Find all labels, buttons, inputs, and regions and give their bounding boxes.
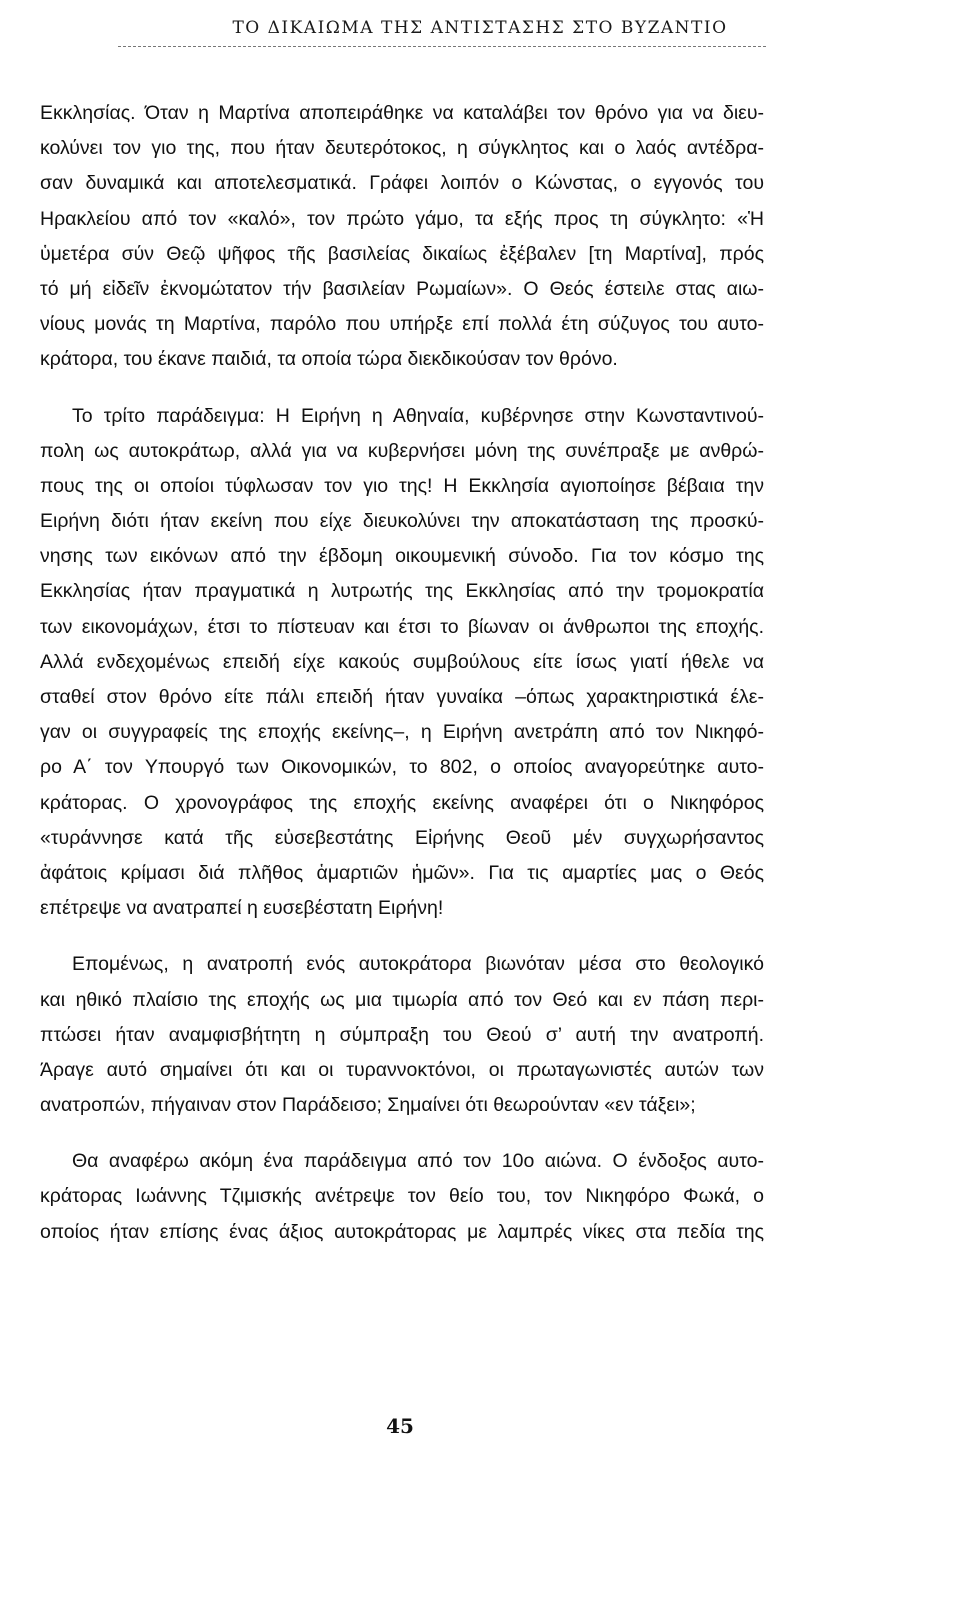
header-divider	[118, 46, 766, 47]
text-line: Εκκλησίας ήταν πραγματικά η λυτρωτής της Εκκλησίας από την τρομοκρατία	[40, 580, 764, 603]
text-line: ἀφάτοις κρίμασι διά πλῆθος ἁμαρτιῶν ἡμῶν». Για τις αμαρτίες μας ο Θεός	[40, 861, 764, 884]
text-line: κράτορας Ιωάννης Τζιμισκής ανέτρεψε τον θείο του, τον Νικηφόρο Φωκά, ο	[40, 1185, 764, 1208]
text-line: πους της οι οποίοι τύφλωσαν τον γιο της! Η Εκκλησία αγιοποίησε βέβαια την	[40, 474, 764, 497]
text-line: και ηθικό πλαίσιο της εποχής ως μια τιμωρία από τον Θεό και εν πάση περι-	[40, 988, 764, 1011]
text-line: Αλλά ενδεχομένως επειδή είχε κακούς συμβούλους είτε ίσως γιατί ήθελε να	[40, 650, 764, 673]
text-line: των εικονομάχων, έτσι το πίστευαν και έτσι το βίωναν οι άνθρωποι της εποχής.	[40, 615, 764, 638]
text-line: πτώσει ήταν αναμφισβήτητη η σύμπραξη του Θεού σ’ αυτή την ανατροπή.	[40, 1023, 764, 1046]
text-line: Εκκλησίας. Όταν η Μαρτίνα αποπειράθηκε να καταλάβει τον θρόνο για να διευ-	[40, 102, 764, 124]
paragraph-2	[40, 399, 764, 927]
text-line: Επομένως, η ανατροπή ενός αυτοκράτορα βιωνόταν μέσα στο θεολογικό	[72, 953, 764, 976]
text-line: σαν δυναμικά και αποτελεσματικά. Γράφει λοιπόν ο Κώνστας, ο εγγονός του	[40, 172, 764, 195]
text-line: Θα αναφέρω ακόμη ένα παράδειγμα από τον 10ο αιώνα. Ο ένδοξος αυτο-	[72, 1150, 764, 1173]
text-line: πολη ως αυτοκράτωρ, αλλά για να κυβερνήσει μόνη της συνέπραξε με ανθρώ-	[40, 439, 764, 462]
paragraph-1	[40, 96, 764, 378]
running-header-title: ΤΟ ΔΙΚΑΙΩΜΑ ΤΗΣ ΑΝΤΙΣΤΑΣΗΣ ΣΤΟ ΒΥΖΑΝΤΙΟ	[232, 18, 728, 38]
text-line: Άραγε αυτό σημαίνει ότι και οι τυραννοκτόνοι, οι πρωταγωνιστές αυτών των	[40, 1058, 764, 1081]
page-number: 45	[386, 1414, 414, 1438]
text-line: γαν οι συγγραφείς της εποχής εκείνης–, η Ειρήνη ανετράπη από τον Νικηφό-	[40, 721, 764, 744]
text-line: κράτορας. Ο χρονογράφος της εποχής εκείνης αναφέρει ότι ο Νικηφόρος	[40, 791, 764, 814]
text-line: κολύνει τον γιο της, που ήταν δευτερότοκος, η σύγκλητος και ο λαός αντέδρα-	[40, 137, 764, 160]
paragraph-3	[40, 947, 764, 1123]
text-line: ὑμετέρα σύν Θεῷ ψῆφος τῆς βασιλείας δικαίως ἐξέβαλεν [τη Μαρτίνα], πρός	[40, 242, 764, 265]
text-line: ανατροπών, πήγαιναν στον Παράδεισο; Σημαίνει ότι θεωρούνταν «εν τάξει»;	[40, 1094, 696, 1117]
text-line: κράτορα, του έκανε παιδιά, τα οποία τώρα διεκδικούσαν τον θρόνο.	[40, 348, 618, 371]
text-line: Ειρήνη διότι ήταν εκείνη που είχε διευκολύνει την αποκατάσταση της προσκύ-	[40, 510, 764, 533]
text-line: επέτρεψε να ανατραπεί η ευσεβέστατη Ειρήνη!	[40, 897, 444, 920]
text-line: «τυράννησε κατά τῆς εὐσεβεστάτης Εἰρήνης Θεοῦ μέν συγχωρήσαντος	[40, 826, 764, 849]
body-text	[40, 96, 764, 1250]
text-line: νίους μονάς τη Μαρτίνα, παρόλο που υπήρξε επί πολλά έτη σύζυγος του αυτο-	[40, 313, 764, 336]
text-line: οποίος ήταν επίσης ένας άξιος αυτοκράτορας με λαμπρές νίκες στα πεδία της	[40, 1220, 764, 1243]
text-line: νησης των εικόνων από την έβδομη οικουμενική σύνοδο. Για τον κόσμο της	[40, 545, 764, 568]
text-line: Το τρίτο παράδειγμα: Η Ειρήνη η Αθηναία, κυβέρνησε στην Κωνσταντινού-	[72, 404, 764, 427]
text-line: τό μή εἰδεῖν ἐκνομώτατον τήν βασιλείαν Ρωμαίων». Ο Θεός έστειλε στας αιω-	[40, 277, 764, 300]
text-line: σταθεί στον θρόνο είτε πάλι επειδή ήταν γυναίκα –όπως χαρακτηριστικά έλε-	[40, 686, 764, 708]
text-line: Ηρακλείου από τον «καλό», τον πρώτο γάμο, τα εξής προς τη σύγκλητο: «Ἡ	[40, 207, 764, 230]
text-line: ρο Α΄ τον Υπουργό των Οικονομικών, το 802, ο οποίος αναγορεύτηκε αυτο-	[40, 756, 764, 779]
paragraph-4	[40, 1144, 764, 1250]
